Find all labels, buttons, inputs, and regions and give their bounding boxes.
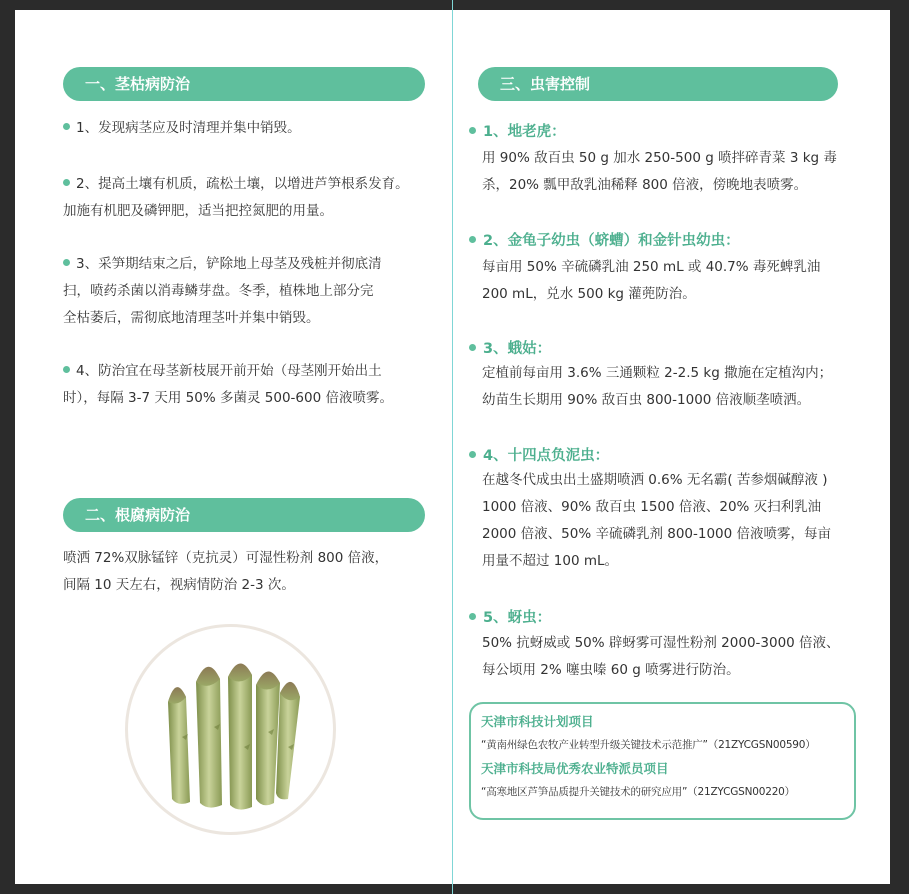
stem-blight-item-4: 4、防治宜在母茎新枝展开前开始（母茎刚开始出土 时），每隔 3-7 天用 50% 多菌灵 500-600 倍液喷雾。	[63, 363, 393, 406]
bullet-icon	[63, 366, 70, 373]
bullet-icon	[63, 123, 70, 130]
bullet-icon	[469, 451, 476, 458]
funding-projects-box	[469, 702, 856, 820]
pest-3-title: 3、蛾姑：	[469, 337, 551, 358]
pest-5-title: 5、蚜虫：	[469, 606, 551, 627]
pest-1-text: 用 90% 敌百虫 50 g 加水 250-500 g 喷拌碎青菜 3 kg 毒 杀，20% 瓢甲敌乳油稀释 800 倍液，傍晚地表喷雾。	[482, 150, 837, 193]
pest-1-title: 1、地老虎：	[469, 120, 566, 141]
stem-blight-item-1: 1、发现病茎应及时清理并集中销毁。	[63, 115, 301, 142]
bullet-icon	[469, 127, 476, 134]
pest-2-text: 每亩用 50% 辛硫磷乳油 250 mL 或 40.7% 毒死蜱乳油 200 mL，兑水 500 kg 灌蔸防治。	[482, 259, 821, 302]
bullet-icon	[469, 236, 476, 243]
section-title-pest-control: 三、虫害控制	[478, 67, 838, 101]
root-rot-text: 喷洒 72%双脉锰锌（克抗灵）可湿性粉剂 800 倍液， 间隔 10 天左右，视病情防治 2-3 次。	[63, 550, 389, 593]
pest-5-text: 50% 抗蚜威或 50% 辟蚜雾可湿性粉剂 2000-3000 倍液、 每公顷用 2% 噻虫嗪 60 g 喷雾进行防治。	[482, 635, 840, 678]
pest-2-title: 2、金龟子幼虫（蛴螬）和金针虫幼虫：	[469, 229, 740, 250]
stem-blight-item-2: 2、提高土壤有机质，疏松土壤，以增进芦笋根系发育。 加施有机肥及磷钾肥，适当把控氮肥的用量。	[63, 176, 409, 219]
project-2-heading: 天津市科技局优秀农业特派员项目	[481, 761, 669, 776]
bullet-icon	[469, 344, 476, 351]
pest-3-text: 定植前每亩用 3.6% 三通颗粒 2-2.5 kg 撒施在定植沟内； 幼苗生长期用 90% 敌百虫 800-1000 倍液顺垄喷洒。	[482, 365, 833, 408]
bullet-icon	[63, 259, 70, 266]
bullet-icon	[63, 179, 70, 186]
bullet-icon	[469, 613, 476, 620]
pest-4-text: 在越冬代成虫出土盛期喷洒 0.6% 无名霸( 苦参烟碱醇液 ) 1000 倍液、90% 敌百虫 1500 倍液、20% 灭扫利乳油 2000 倍液、50% 辛硫磷乳剂 800-1000 倍液喷雾，每亩 用量不超过 100 mL。	[482, 472, 832, 569]
section-title-stem-blight: 一、茎枯病防治	[63, 67, 425, 101]
project-1-heading: 天津市科技计划项目	[481, 714, 594, 729]
pest-4-title: 4、十四点负泥虫：	[469, 444, 609, 465]
asparagus-image-frame	[125, 624, 336, 835]
project-2-description: “高寒地区芦笋品质提升关键技术的研究应用”（21ZYCGSN00220）	[481, 786, 795, 798]
project-1-description: “黄南州绿色农牧产业转型升级关键技术示范推广”（21ZYCGSN00590）	[481, 739, 816, 751]
stem-blight-item-3: 3、采笋期结束之后，铲除地上母茎及残桩并彻底清 扫，喷药杀菌以消毒鳞芽盘。冬季，植株地上部分完 全枯萎后，需彻底地清理茎叶并集中销毁。	[63, 256, 382, 326]
fold-guide-line	[452, 0, 453, 894]
asparagus-icon	[128, 627, 333, 832]
section-title-root-rot: 二、根腐病防治	[63, 498, 425, 532]
